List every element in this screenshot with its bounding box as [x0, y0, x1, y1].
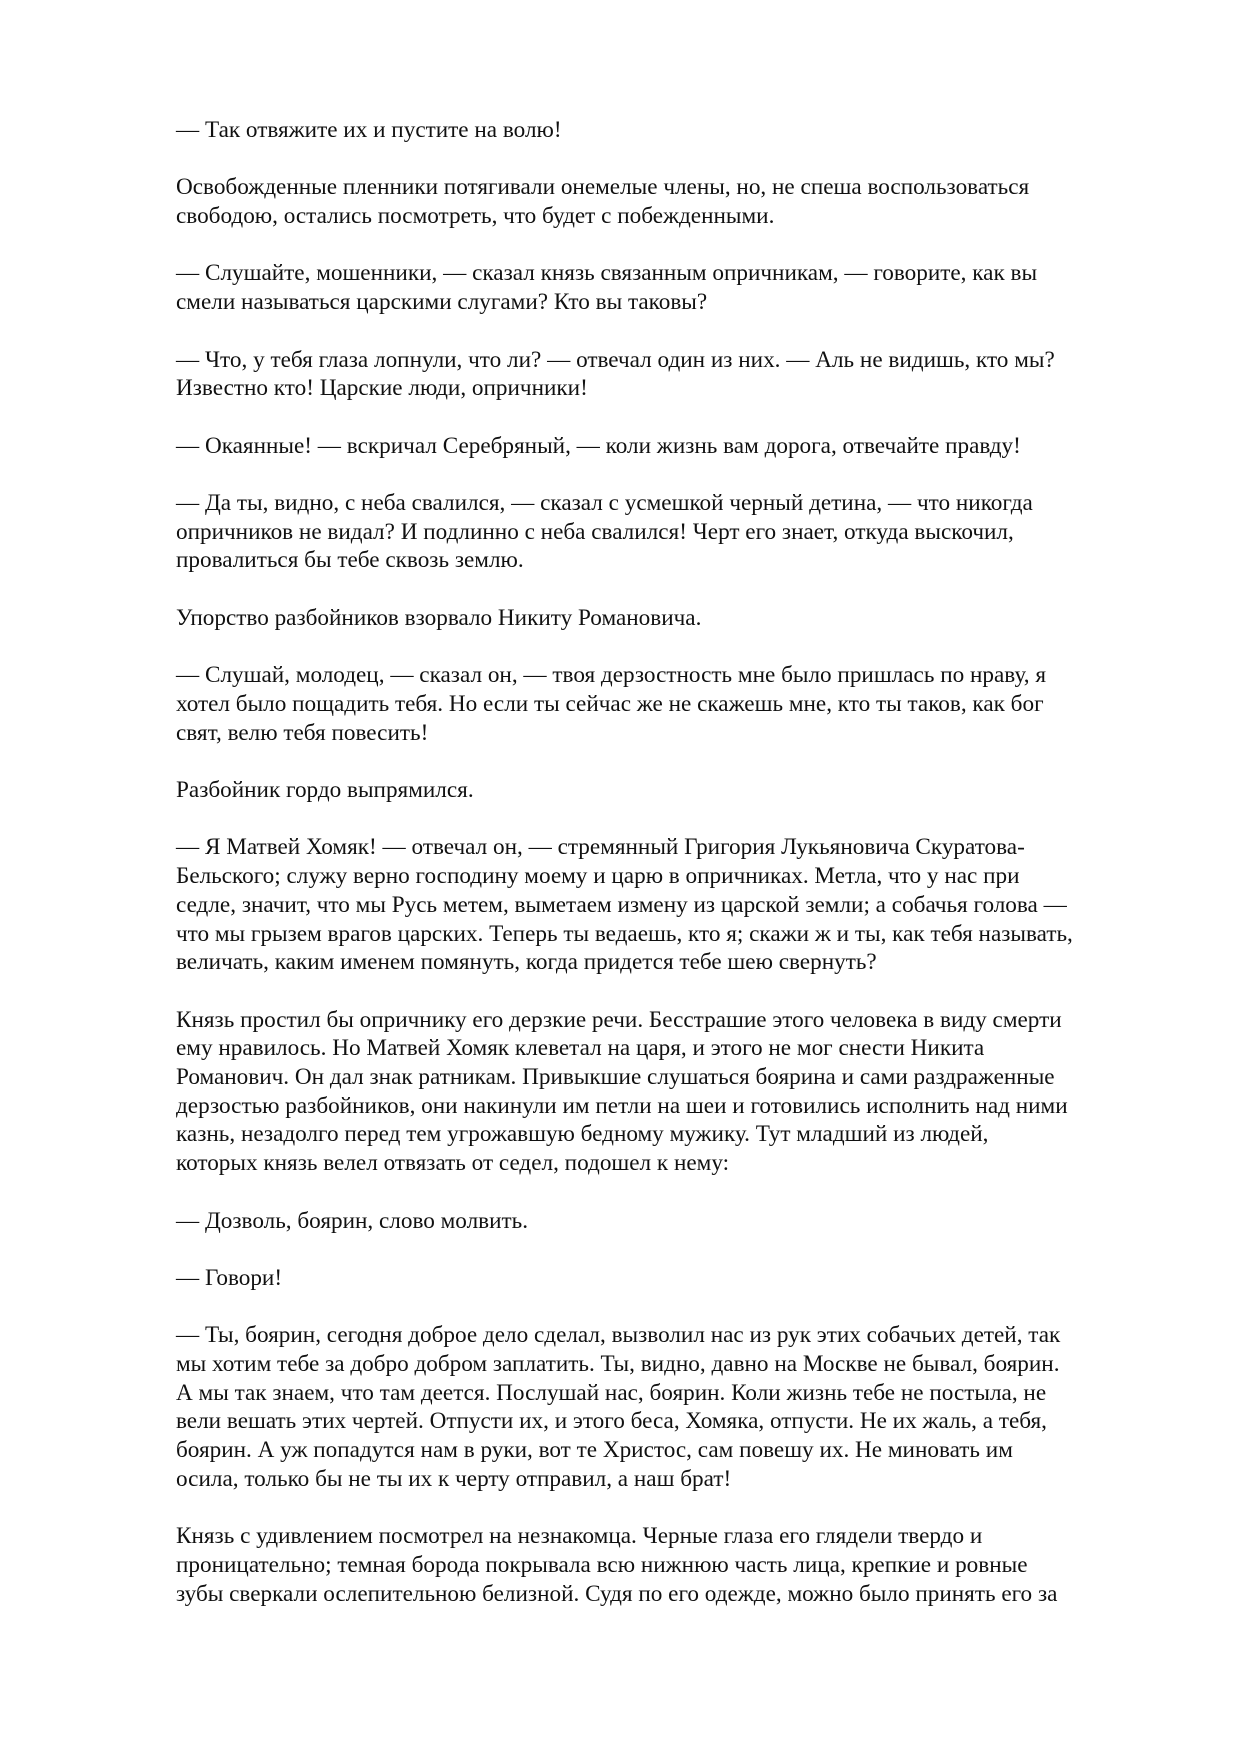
- text-line: смели называться царскими слугами? Кто вы таковы?: [176, 289, 708, 316]
- paragraph-1: [176, 116, 1166, 145]
- text-line: — Да ты, видно, с неба свалился, — сказал с усмешкой черный детина, — что никогда: [176, 490, 1033, 517]
- paragraph-15: [176, 1522, 1166, 1608]
- paragraph-14: [176, 1321, 1166, 1493]
- text-line: — Ты, боярин, сегодня доброе дело сделал, вызволил нас из рук этих собачьих детей, так: [176, 1322, 1061, 1349]
- text-line: величать, каким именем помянуть, когда придется тебе шею свернуть?: [176, 949, 877, 976]
- text-line: Упорство разбойников взорвало Никиту Романовича.: [176, 604, 702, 631]
- text-line: вели вешать этих чертей. Отпусти их, и этого беса, Хомяка, отпусти. Не их жаль, а тебя,: [176, 1408, 1047, 1435]
- document-page: [176, 116, 1166, 1637]
- text-line: свят, велю тебя повесить!: [176, 719, 429, 746]
- text-line: — Окаянные! — вскричал Серебряный, — коли жизнь вам дорога, отвечайте правду!: [176, 432, 1021, 459]
- paragraph-13: [176, 1264, 1166, 1293]
- text-line: проницательно; темная борода покрывала всю нижнюю часть лица, крепкие и ровные: [176, 1551, 1028, 1578]
- text-line: хотел было пощадить тебя. Но если ты сейчас же не скажешь мне, кто ты таков, как бог: [176, 690, 1044, 717]
- text-line: — Слушайте, мошенники, — сказал князь связанным опричникам, — говорите, как вы: [176, 260, 1038, 287]
- text-line: ему нравилось. Но Матвей Хомяк клеветал на царя, и этого не мог снести Никита: [176, 1035, 985, 1062]
- text-line: провалиться бы тебе сквозь землю.: [176, 547, 524, 574]
- paragraph-11: [176, 1006, 1166, 1178]
- text-line: Освобожденные пленники потягивали онемелые члены, но, не спеша воспользоваться: [176, 174, 1030, 201]
- text-line: — Так отвяжите их и пустите на волю!: [176, 117, 562, 143]
- text-line: осила, только бы не ты их к черту отправил, а наш брат!: [176, 1465, 732, 1492]
- text-line: — Я Матвей Хомяк! — отвечал он, — стремянный Григория Лукьяновича Скуратова-: [176, 834, 1025, 861]
- text-line: А мы так знаем, что там деется. Послушай нас, боярин. Коли жизнь тебе не постыла, не: [176, 1379, 1047, 1406]
- text-line: боярин. А уж попадутся нам в руки, вот те Христос, сам повешу их. Не миновать им: [176, 1437, 1013, 1464]
- text-line: которых князь велел отвязать от седел, подошел к нему:: [176, 1150, 730, 1177]
- text-line: седле, значит, что мы Русь метем, выметаем измену из царской земли; а собачья голова —: [176, 891, 1067, 918]
- paragraph-8: [176, 661, 1166, 747]
- paragraph-2: [176, 173, 1166, 230]
- text-line: — Дозволь, боярин, слово молвить.: [176, 1207, 529, 1234]
- paragraph-9: [176, 776, 1166, 805]
- paragraph-10: [176, 833, 1166, 977]
- paragraph-6: [176, 489, 1166, 575]
- text-line: Князь с удивлением посмотрел на незнакомца. Черные глаза его глядели твердо и: [176, 1523, 983, 1550]
- text-line: Бельского; служу верно господину моему и царю в опричниках. Метла, что у нас при: [176, 863, 1020, 890]
- text-line: свободою, остались посмотреть, что будет с побежденными.: [176, 203, 775, 230]
- text-line: — Говори!: [176, 1264, 283, 1291]
- text-line: — Что, у тебя глаза лопнули, что ли? — отвечал один из них. — Аль не видишь, кто мы?: [176, 346, 1055, 373]
- text-line: дерзостью разбойников, они накинули им петли на шеи и готовились исполнить над ними: [176, 1092, 1068, 1119]
- paragraph-4: [176, 346, 1166, 403]
- text-line: опричников не видал? И подлинно с неба свалился! Черт его знает, откуда выскочил,: [176, 518, 1014, 545]
- paragraph-7: [176, 604, 1166, 633]
- text-line: Князь простил бы опричнику его дерзкие речи. Бесстрашие этого человека в виду смерти: [176, 1006, 1062, 1033]
- paragraph-3: [176, 259, 1166, 316]
- text-line: — Слушай, молодец, — сказал он, — твоя дерзостность мне было пришлась по нраву, я: [176, 662, 1046, 689]
- text-line: зубы сверкали ослепительною белизной. Судя по его одежде, можно было принять его за: [176, 1580, 1058, 1607]
- text-line: что мы грызем врагов царских. Теперь ты ведаешь, кто я; скажи ж и ты, как тебя называть,: [176, 920, 1073, 947]
- text-line: мы хотим тебе за добро добром заплатить. Ты, видно, давно на Москве не бывал, боярин.: [176, 1351, 1060, 1378]
- text-line: Романович. Он дал знак ратникам. Привыкшие слушаться боярина и сами раздраженные: [176, 1064, 1055, 1091]
- paragraph-12: [176, 1207, 1166, 1236]
- text-line: Разбойник гордо выпрямился.: [176, 777, 474, 804]
- text-line: Известно кто! Царские люди, опричники!: [176, 375, 588, 402]
- paragraph-5: [176, 432, 1166, 461]
- text-line: казнь, незадолго перед тем угрожавшую бедному мужику. Тут младший из людей,: [176, 1121, 989, 1148]
